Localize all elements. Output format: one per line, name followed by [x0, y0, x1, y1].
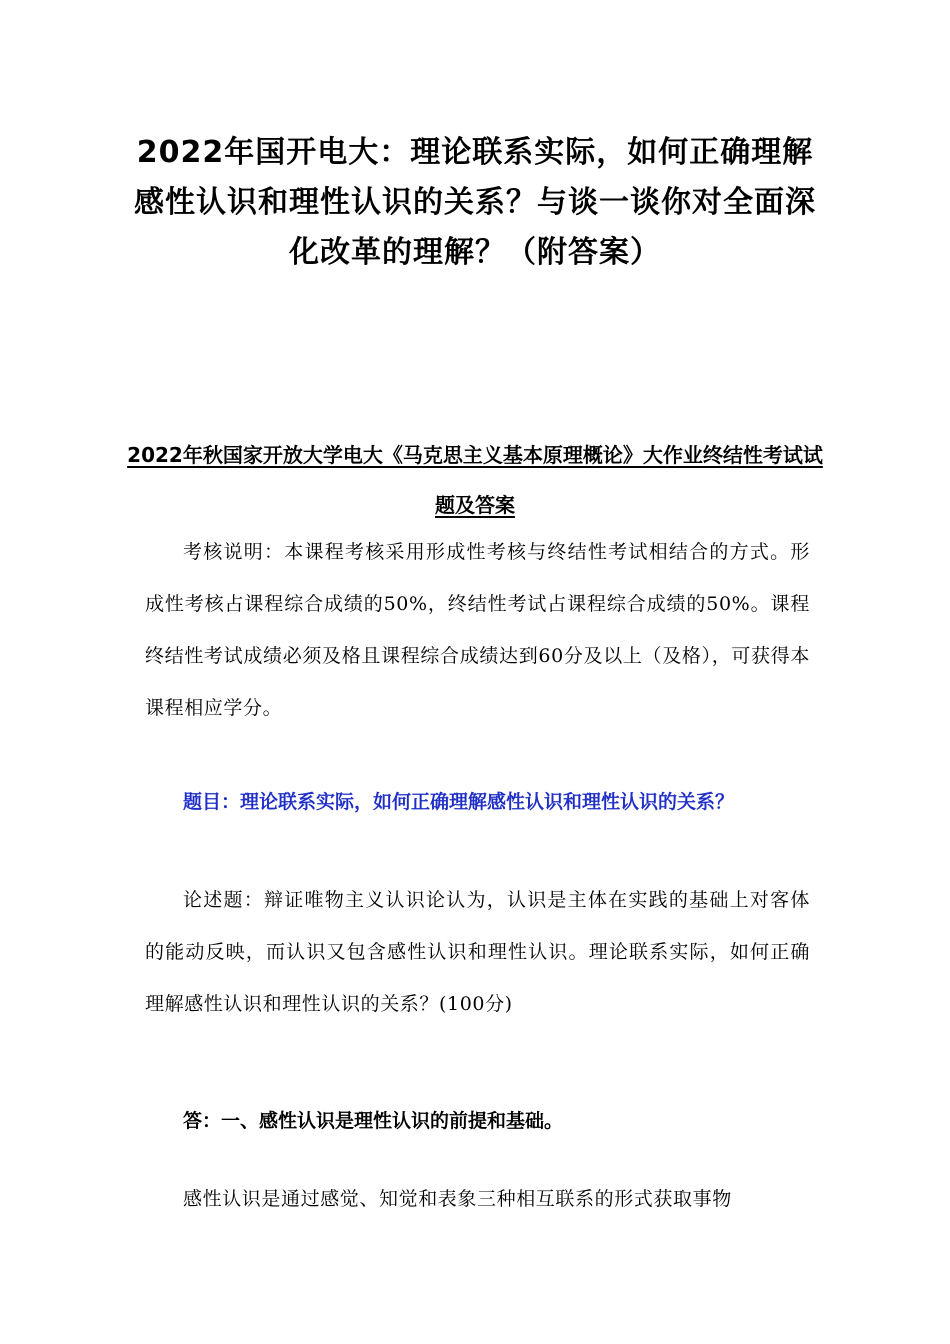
exam-note-paragraph: 考核说明：本课程考核采用形成性考核与终结性考试相结合的方式。形成性考核占课程综合成绩的50%，终结性考试占课程综合成绩的50%。课程终结性考试成绩必须及格且课程综合成绩达到60分及以上（及格），可获得本课程相应学分。 — [145, 541, 810, 719]
essay-prompt-paragraph: 论述题：辩证唯物主义认识论认为，认识是主体在实践的基础上对客体的能动反映，而认识又包含感性认识和理性认识。理论联系实际，如何正确理解感性认识和理性认识的关系？(100分) — [145, 889, 810, 1015]
question-heading: 题目：理论联系实际，如何正确理解感性认识和理性认识的关系？ — [183, 791, 735, 813]
answer-heading: 答：一、感性认识是理性认识的前提和基础。 — [183, 1110, 564, 1132]
document-title: 2022年国开电大：理论联系实际，如何正确理解感性认识和理性认识的关系？与谈一谈你对全面深化改革的理解？（附答案） — [134, 135, 816, 270]
document-subtitle: 2022年秋国家开放大学电大《马克思主义基本原理概论》大作业终结性考试试题及答案 — [127, 443, 823, 517]
answer-paragraph: 感性认识是通过感觉、知觉和表象三种相互联系的形式获取事物 — [183, 1188, 732, 1210]
